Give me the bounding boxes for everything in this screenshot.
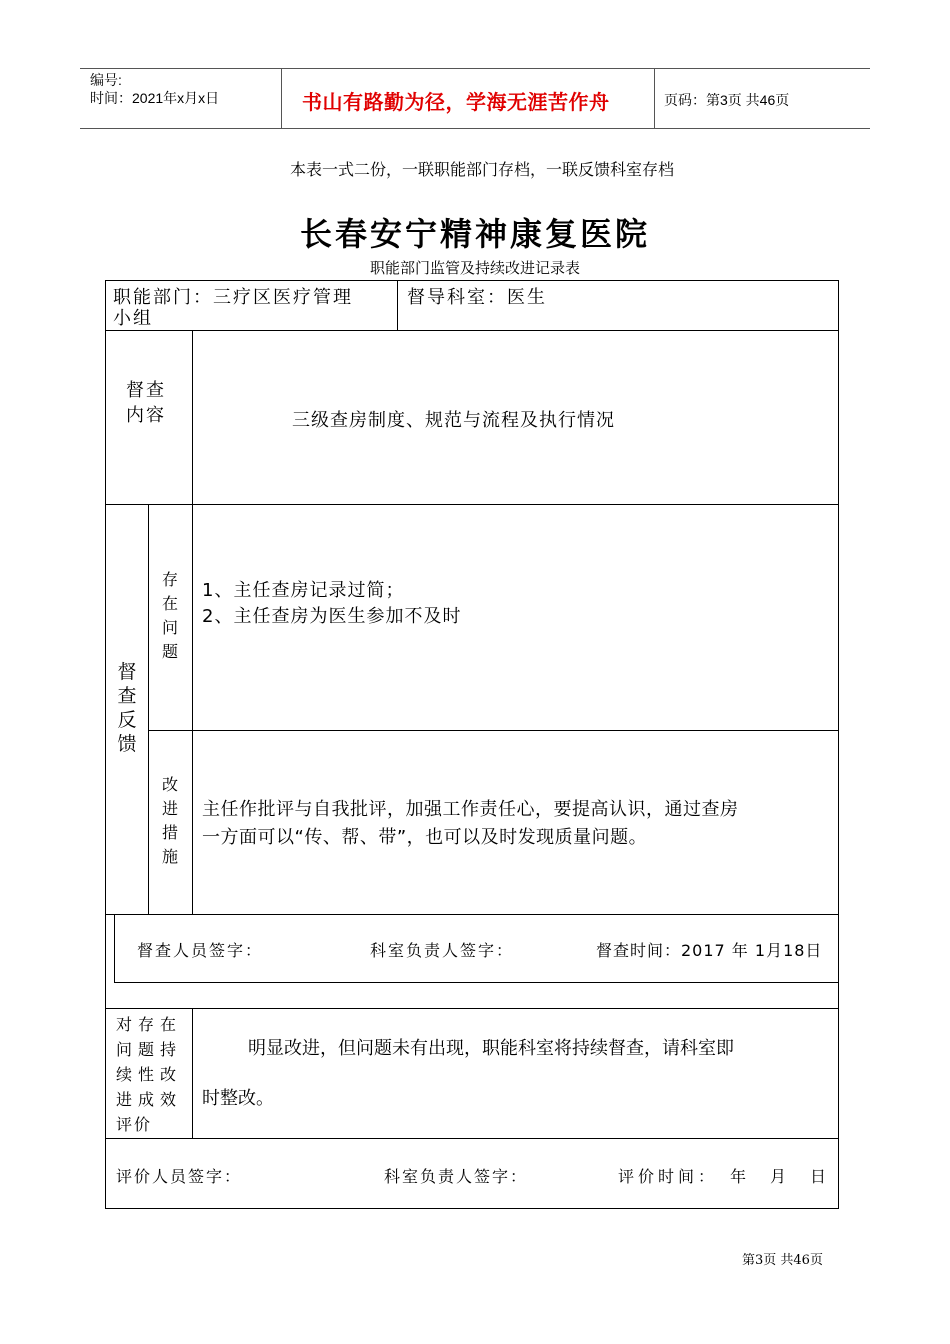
dept-head-signature-label: 科室负责人签字： xyxy=(370,941,515,960)
measures-label: 改 进 措 施 xyxy=(161,775,178,866)
content-label-line1: 督查 xyxy=(126,380,166,401)
header-bottom-rule xyxy=(80,128,870,129)
header-divider xyxy=(654,68,655,129)
page-info: 页码：第3页 共46页 xyxy=(664,92,790,108)
supervised-dept: 督导科室：医生 xyxy=(407,287,547,308)
copy-note: 本表一式二份，一联职能部门存档，一联反馈科室存档 xyxy=(290,160,675,179)
inspection-time: 督查时间：2017 年 1月18日 xyxy=(596,941,823,960)
page-title: 长春安宁精神康复医院 xyxy=(299,215,650,253)
inspector-signature-label: 督查人员签字： xyxy=(137,941,264,960)
document-number: 编号: xyxy=(90,72,122,88)
inspection-content: 三级查房制度、规范与流程及执行情况 xyxy=(292,410,615,431)
header-top-rule xyxy=(80,68,870,69)
problems-list xyxy=(202,578,461,630)
page-footer: 第3页 共46页 xyxy=(742,1253,823,1268)
header-divider xyxy=(281,68,282,129)
problem-item: 2、主任查房为医生参加不及时 xyxy=(202,606,462,627)
problem-item: 1、主任查房记录过简； xyxy=(202,580,405,601)
improvement-measures: 主任作批评与自我批评，加强工作责任心，要提高认识，通过查房 一方面可以“传、帮、带”，也可以及时发现质量问题。 xyxy=(202,799,739,848)
evaluation-text: 明显改进，但问题未有出现，职能科室将持续督查，请科室即 时整改。 xyxy=(202,1038,734,1109)
functional-dept-line2: 小组 xyxy=(113,308,153,329)
evaluation-time: 评价时间： 年 月 日 xyxy=(618,1167,831,1186)
document-time: 时间：2021年x月x日 xyxy=(90,90,220,106)
eval-dept-head-signature-label: 科室负责人签字： xyxy=(384,1167,529,1186)
header-motto: 书山有路勤为径，学海无涯苦作舟 xyxy=(302,90,610,114)
content-label-line2: 内容 xyxy=(126,405,166,426)
functional-dept-line1: 职能部门：三疗区医疗管理 xyxy=(113,287,353,308)
form-subtitle: 职能部门监管及持续改进记录表 xyxy=(369,259,580,277)
problems-label: 存 在 问 题 xyxy=(161,570,178,661)
feedback-label: 督 查 反 馈 xyxy=(117,661,137,755)
evaluator-signature-label: 评价人员签字： xyxy=(116,1167,243,1186)
evaluation-label: 对存在 问题持 续性改 进成效 评价 xyxy=(116,1015,183,1134)
